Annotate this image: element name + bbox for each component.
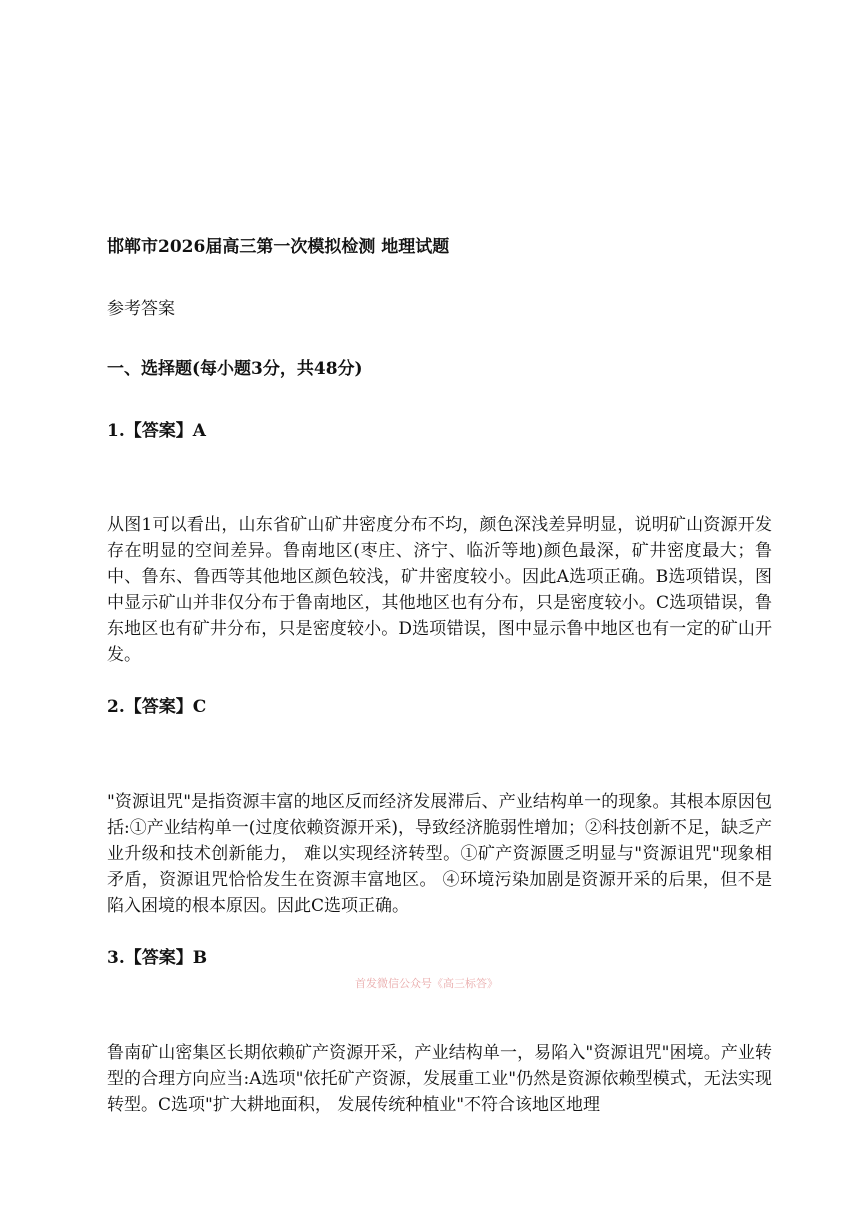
reference-answer-heading: 参考答案 [107, 299, 175, 319]
section-heading: 一、选择题(每小题3分，共48分) [107, 359, 363, 379]
question-2-answer-label: 2.【答案】C [107, 697, 207, 717]
question-2-explanation: "资源诅咒"是指资源丰富的地区反而经济发展滞后、产业结构单一的现象。其根本原因包括:①产业结构单一(过度依赖资源开采)，导致经济脆弱性增加；②科技创新不足，缺乏产业升级和技术创新能力， 难以实现经济转型。①矿产资源匮乏明显与"资源诅咒"现象相矛盾，资源诅咒恰恰发生在资源丰富地区。 ④环境污染加剧是资源开采的后果，但不是陷入困境的根本原因。因此C选项正确。 [107, 792, 772, 916]
question-3-answer-label: 3.【答案】B [107, 948, 208, 968]
question-1-answer-label: 1.【答案】A [107, 421, 206, 441]
watermark-text: 首发微信公众号《高三标答》 [355, 977, 498, 990]
question-1-explanation: 从图1可以看出，山东省矿山矿井密度分布不均，颜色深浅差异明显，说明矿山资源开发存在明显的空间差异。鲁南地区(枣庄、济宁、临沂等地)颜色最深，矿井密度最大；鲁中、鲁东、鲁西等其他地区颜色较浅，矿井密度较小。因此A选项正确。B选项错误，图中显示矿山并非仅分布于鲁南地区，其他地区也有分布，只是密度较小。C选项错误，鲁东地区也有矿井分布，只是密度较小。D选项错误，图中显示鲁中地区也有一定的矿山开发。 [107, 515, 772, 665]
document-title: 邯郸市2026届高三第一次模拟检测 地理试题 [107, 237, 450, 257]
question-3-explanation: 鲁南矿山密集区长期依赖矿产资源开采，产业结构单一，易陷入"资源诅咒"困境。产业转型的合理方向应当:A选项"依托矿产资源，发展重工业"仍然是资源依赖型模式，无法实现转型。C选项"扩大耕地面积， 发展传统种植业"不符合该地区地理 [107, 1043, 772, 1115]
